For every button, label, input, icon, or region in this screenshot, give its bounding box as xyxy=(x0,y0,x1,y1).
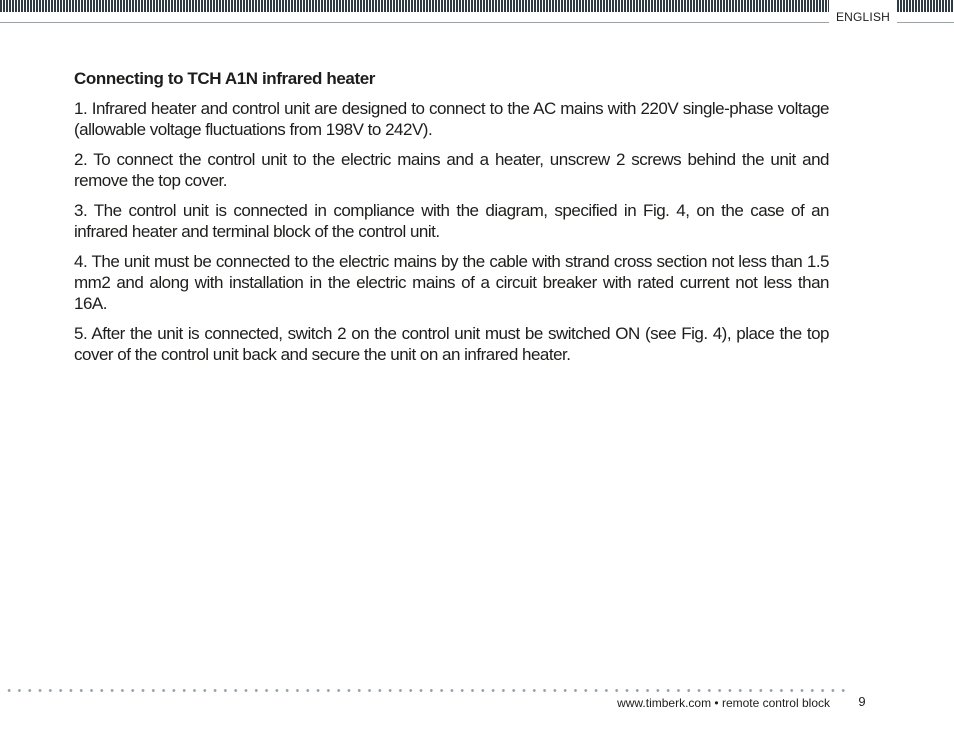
paragraph-4: 4. The unit must be connected to the electric mains by the cable with strand cross section not less than 1.5 mm2 and along with installation in the electric mains of a circuit breaker with rated current not less than 16A. xyxy=(74,252,829,313)
language-label: ENGLISH xyxy=(835,10,891,24)
paragraph-5: 5. After the unit is connected, switch 2 on the control unit must be switched ON (see Fig. 4), place the top cover of the control unit back and secure the unit on an infrared heater. xyxy=(74,324,829,364)
footer-dotted-divider xyxy=(4,689,846,692)
header-stripe-right xyxy=(897,0,954,12)
footer-site-label: www.timberk.com • remote control block xyxy=(617,696,830,710)
page-content xyxy=(74,68,829,374)
paragraph-3: 3. The control unit is connected in compliance with the diagram, specified in Fig. 4, on the case of an infrared heater and terminal block of the control unit. xyxy=(74,201,829,241)
paragraph-2: 2. To connect the control unit to the electric mains and a heater, unscrew 2 screws behind the unit and remove the top cover. xyxy=(74,150,829,190)
paragraph-1: 1. Infrared heater and control unit are designed to connect to the AC mains with 220V single-phase voltage (allowable voltage fluctuations from 198V to 242V). xyxy=(74,99,829,139)
header-rule-right xyxy=(897,12,954,23)
header-stripe-left xyxy=(0,0,829,12)
header-rule-left xyxy=(0,12,829,23)
page-number: 9 xyxy=(858,694,866,709)
section-title: Connecting to TCH A1N infrared heater xyxy=(74,69,375,88)
